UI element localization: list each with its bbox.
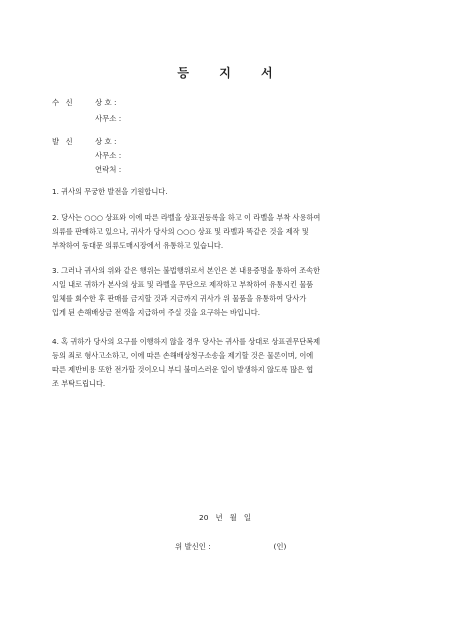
paragraph-line: 4. 혹 귀하가 당사의 요구를 이행하지 않을 경우 당사는 귀사를 상대로 상표권무단복제 — [52, 337, 321, 346]
paragraph-line: 따른 제반비용 또한 전가할 것이오니 부디 불미스러운 일이 발생하지 않도록 많은 협 — [52, 365, 314, 374]
paragraph-4 — [52, 335, 400, 391]
sender-office-label: 사무소 : — [95, 151, 122, 160]
paragraph-3 — [52, 264, 400, 320]
paragraph-line: 입게 된 손해배상금 전액을 지급하여 주실 것을 요구하는 바입니다. — [52, 308, 261, 317]
paragraph-1 — [52, 185, 400, 199]
paragraph-line: 의류를 판매하고 있으나, 귀사가 당사의 ○○○ 상표 및 라벨과 똑같은 것을 제작 및 — [52, 227, 309, 236]
sender-label: 발 신 — [52, 137, 75, 146]
sender-name-label: 상 호 : — [95, 137, 117, 146]
seal-mark: (인) — [273, 542, 287, 551]
paragraph-line: 2. 당사는 ○○○ 상표와 이에 따른 라벨을 상표권등록을 하고 이 라벨을 부착 사용하여 — [52, 213, 321, 222]
paragraph-line: 시일 내로 귀하가 본사의 상표 및 라벨을 무단으로 제작하고 부착하여 유통시킨 물품 — [52, 280, 314, 289]
recipient-name-label: 상 호 : — [95, 98, 117, 107]
paragraph-line: 3. 그러나 귀사의 위와 같은 행위는 불법행위로서 본인은 본 내용증명을 통하여 조속한 — [52, 266, 321, 275]
sender-contact-label: 연락처 : — [95, 165, 122, 174]
recipient-label: 수 신 — [52, 98, 75, 107]
paragraph-line: 일체를 회수한 후 판매를 금지할 것과 지금까지 귀사가 위 물품을 유통하여 당사가 — [52, 294, 307, 303]
document-title: 등 지 서 — [177, 66, 286, 80]
paragraph-line: 1. 귀사의 무궁한 발전을 기원합니다. — [52, 187, 168, 196]
paragraph-2 — [52, 211, 400, 253]
paragraph-line: 조 부탁드립니다. — [52, 379, 106, 388]
date-line: 20 년 월 일 — [199, 513, 251, 522]
paragraph-line: 부착하여 동대문 의류도매시장에서 유통하고 있습니다. — [52, 241, 224, 250]
signature-label: 위 발신인 : — [175, 542, 211, 551]
paragraph-line: 등의 죄로 형사고소하고, 이에 따른 손해배상청구소송을 제기할 것은 물론이며, 이에 — [52, 351, 314, 360]
signature-line — [175, 541, 286, 552]
recipient-office-label: 사무소 : — [95, 114, 122, 123]
